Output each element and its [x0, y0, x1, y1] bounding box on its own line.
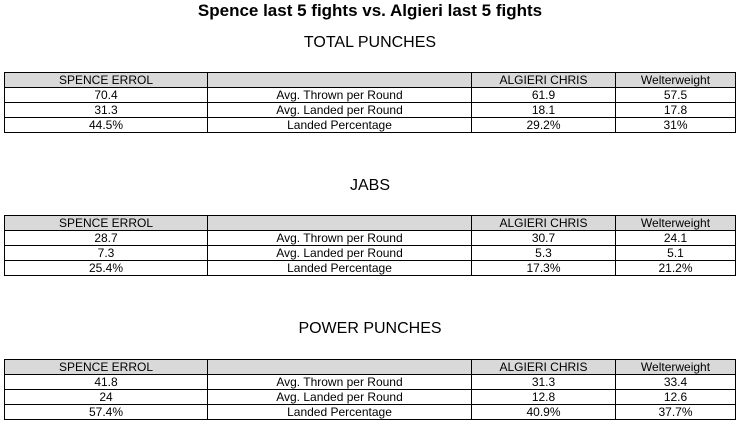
table-row [5, 375, 736, 390]
header-cell-metric [208, 216, 472, 231]
algieri-value: 31.3 [472, 375, 616, 390]
algieri-value: 18.1 [472, 103, 616, 118]
division-value: 33.4 [616, 375, 736, 390]
metric-label: Landed Percentage [208, 405, 472, 420]
metric-label: Landed Percentage [208, 118, 472, 133]
header-cell-metric [208, 360, 472, 375]
division-value: 12.6 [616, 390, 736, 405]
metric-label: Avg. Landed per Round [208, 103, 472, 118]
stats-table-power-punches [4, 359, 736, 420]
division-value: 24.1 [616, 231, 736, 246]
section-heading-power-punches: POWER PUNCHES [298, 320, 442, 337]
table-row [5, 231, 736, 246]
metric-label: Avg. Thrown per Round [208, 231, 472, 246]
spence-value: 24 [5, 390, 208, 405]
metric-label: Avg. Landed per Round [208, 390, 472, 405]
spence-value: 31.3 [5, 103, 208, 118]
page-title: Spence last 5 fights vs. Algieri last 5 fights [197, 1, 543, 20]
spence-value: 57.4% [5, 405, 208, 420]
spence-value: 28.7 [5, 231, 208, 246]
table-row [5, 405, 736, 420]
table-row [5, 118, 736, 133]
division-value: 5.1 [616, 246, 736, 261]
division-value: 57.5 [616, 88, 736, 103]
algieri-value: 29.2% [472, 118, 616, 133]
algieri-value: 12.8 [472, 390, 616, 405]
header-cell-division: Welterweight [616, 73, 736, 88]
header-cell-algieri: ALGIERI CHRIS [472, 216, 616, 231]
stats-table-jabs [4, 215, 736, 276]
spence-value: 70.4 [5, 88, 208, 103]
division-value: 17.8 [616, 103, 736, 118]
algieri-value: 40.9% [472, 405, 616, 420]
stats-table-total-punches [4, 72, 736, 133]
table-header-row [5, 216, 736, 231]
algieri-value: 61.9 [472, 88, 616, 103]
table-row [5, 103, 736, 118]
header-cell-division: Welterweight [616, 360, 736, 375]
header-cell-spence: SPENCE ERROL [5, 360, 208, 375]
header-cell-algieri: ALGIERI CHRIS [472, 360, 616, 375]
table-row [5, 246, 736, 261]
metric-label: Avg. Landed per Round [208, 246, 472, 261]
division-value: 31% [616, 118, 736, 133]
header-cell-metric [208, 73, 472, 88]
table-row [5, 88, 736, 103]
algieri-value: 17.3% [472, 261, 616, 276]
table-header-row [5, 360, 736, 375]
metric-label: Landed Percentage [208, 261, 472, 276]
header-cell-algieri: ALGIERI CHRIS [472, 73, 616, 88]
spence-value: 25.4% [5, 261, 208, 276]
division-value: 21.2% [616, 261, 736, 276]
division-value: 37.7% [616, 405, 736, 420]
spence-value: 44.5% [5, 118, 208, 133]
table-row [5, 261, 736, 276]
metric-label: Avg. Thrown per Round [208, 88, 472, 103]
header-cell-spence: SPENCE ERROL [5, 216, 208, 231]
table-header-row [5, 73, 736, 88]
section-heading-jabs: JABS [349, 177, 390, 194]
table-row [5, 390, 736, 405]
metric-label: Avg. Thrown per Round [208, 375, 472, 390]
section-heading-total-punches: TOTAL PUNCHES [303, 34, 437, 51]
header-cell-spence: SPENCE ERROL [5, 73, 208, 88]
spence-value: 7.3 [5, 246, 208, 261]
algieri-value: 5.3 [472, 246, 616, 261]
spence-value: 41.8 [5, 375, 208, 390]
algieri-value: 30.7 [472, 231, 616, 246]
header-cell-division: Welterweight [616, 216, 736, 231]
